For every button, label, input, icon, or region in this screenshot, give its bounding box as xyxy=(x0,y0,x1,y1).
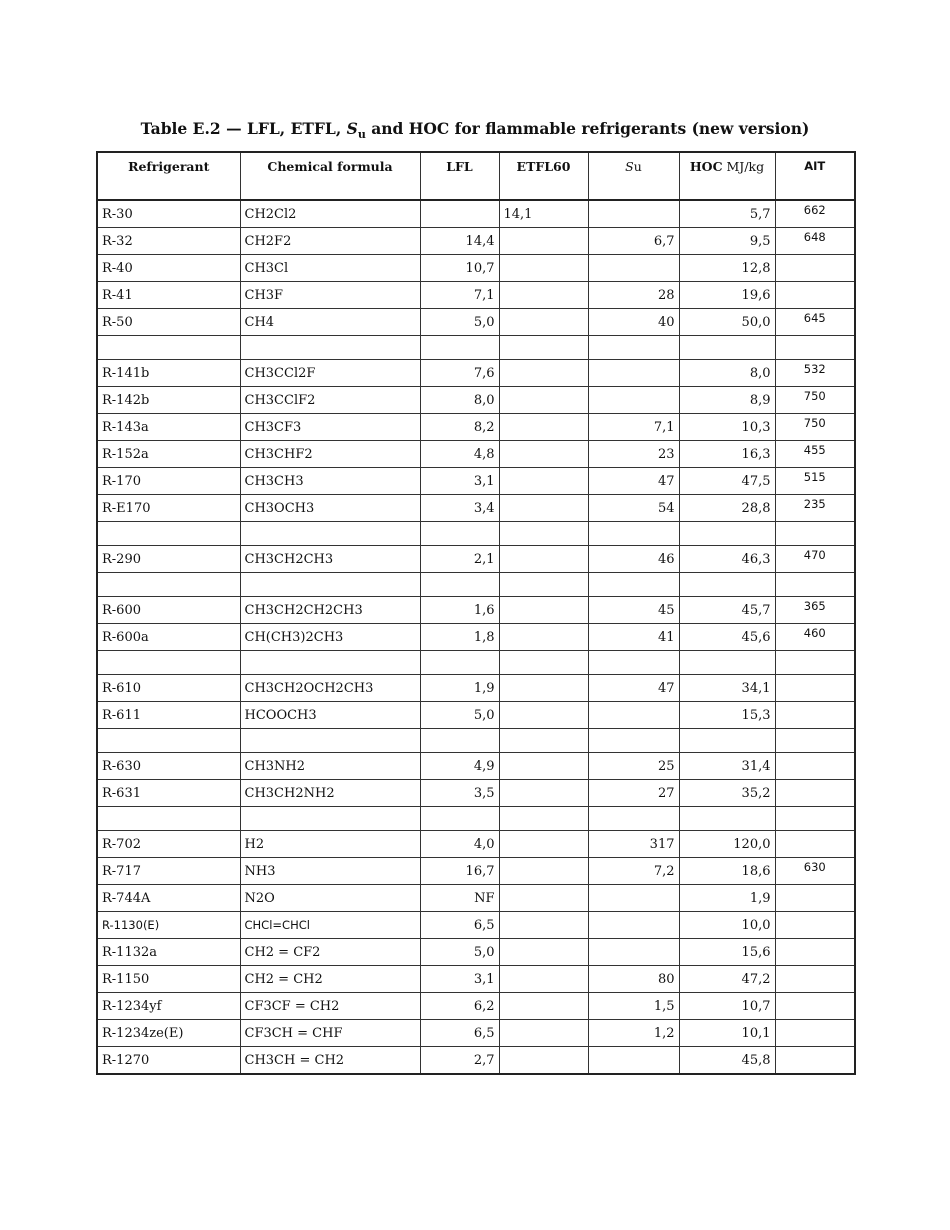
empty-cell xyxy=(679,336,775,360)
cell-etfl xyxy=(499,546,588,573)
cell-su xyxy=(588,360,679,387)
cell-hoc: 10,1 xyxy=(679,1020,775,1047)
cell-lfl: 16,7 xyxy=(420,858,499,885)
header-hoc-label: HOC xyxy=(689,159,723,174)
cell-lfl: 10,7 xyxy=(420,255,499,282)
caption-suffix: and HOC for flammable refrigerants (new version) xyxy=(365,119,810,138)
cell-formula: CH3CH2OCH2CH3 xyxy=(240,675,420,702)
cell-lfl: 7,1 xyxy=(420,282,499,309)
cell-lfl: 8,2 xyxy=(420,414,499,441)
cell-lfl: 4,8 xyxy=(420,441,499,468)
empty-cell xyxy=(97,336,240,360)
empty-cell xyxy=(499,807,588,831)
cell-su: 45 xyxy=(588,597,679,624)
cell-etfl xyxy=(499,468,588,495)
cell-ait xyxy=(775,966,855,993)
empty-cell xyxy=(679,729,775,753)
cell-etfl xyxy=(499,624,588,651)
empty-cell xyxy=(775,522,855,546)
cell-hoc: 34,1 xyxy=(679,675,775,702)
cell-su: 1,5 xyxy=(588,993,679,1020)
empty-cell xyxy=(775,651,855,675)
cell-hoc: 120,0 xyxy=(679,831,775,858)
cell-ait: 648 xyxy=(775,228,855,255)
empty-cell xyxy=(240,729,420,753)
cell-su: 47 xyxy=(588,675,679,702)
cell-hoc: 18,6 xyxy=(679,858,775,885)
header-hoc-unit: MJ/kg xyxy=(722,159,765,174)
cell-su xyxy=(588,702,679,729)
cell-su xyxy=(588,387,679,414)
table-row xyxy=(97,966,855,993)
cell-lfl: 4,9 xyxy=(420,753,499,780)
cell-ref: R-40 xyxy=(97,255,240,282)
empty-cell xyxy=(775,729,855,753)
cell-ref: R-50 xyxy=(97,309,240,336)
cell-ait xyxy=(775,1047,855,1075)
cell-lfl: 5,0 xyxy=(420,939,499,966)
cell-su: 25 xyxy=(588,753,679,780)
cell-ait xyxy=(775,753,855,780)
cell-ref: R-702 xyxy=(97,831,240,858)
empty-cell xyxy=(588,522,679,546)
cell-hoc: 47,2 xyxy=(679,966,775,993)
cell-hoc: 45,6 xyxy=(679,624,775,651)
cell-ait: 532 xyxy=(775,360,855,387)
cell-ref: R-1234yf xyxy=(97,993,240,1020)
cell-hoc: 16,3 xyxy=(679,441,775,468)
cell-ref: R-41 xyxy=(97,282,240,309)
cell-formula: CH(CH3)2CH3 xyxy=(240,624,420,651)
table-row xyxy=(97,228,855,255)
spacer-row xyxy=(97,336,855,360)
cell-su: 80 xyxy=(588,966,679,993)
cell-formula: CH3CF3 xyxy=(240,414,420,441)
empty-cell xyxy=(420,522,499,546)
cell-su: 23 xyxy=(588,441,679,468)
cell-su: 46 xyxy=(588,546,679,573)
empty-cell xyxy=(420,729,499,753)
cell-ref: R-1130(E) xyxy=(97,912,240,939)
spacer-row xyxy=(97,522,855,546)
table-row xyxy=(97,255,855,282)
cell-etfl xyxy=(499,831,588,858)
cell-hoc: 9,5 xyxy=(679,228,775,255)
cell-lfl: NF xyxy=(420,885,499,912)
cell-etfl xyxy=(499,1047,588,1075)
cell-ref: R-1132a xyxy=(97,939,240,966)
cell-formula: CH4 xyxy=(240,309,420,336)
cell-hoc: 28,8 xyxy=(679,495,775,522)
cell-su xyxy=(588,1047,679,1075)
empty-cell xyxy=(420,573,499,597)
table-row xyxy=(97,546,855,573)
cell-su: 7,2 xyxy=(588,858,679,885)
empty-cell xyxy=(499,573,588,597)
cell-ref: R-142b xyxy=(97,387,240,414)
table-row xyxy=(97,831,855,858)
cell-ait xyxy=(775,993,855,1020)
empty-cell xyxy=(420,807,499,831)
cell-su: 47 xyxy=(588,468,679,495)
cell-ait: 460 xyxy=(775,624,855,651)
cell-hoc: 10,0 xyxy=(679,912,775,939)
header-formula: Chemical formula xyxy=(240,152,420,200)
cell-hoc: 1,9 xyxy=(679,885,775,912)
cell-ref: R-290 xyxy=(97,546,240,573)
cell-su: 317 xyxy=(588,831,679,858)
cell-etfl xyxy=(499,255,588,282)
cell-etfl xyxy=(499,282,588,309)
empty-cell xyxy=(499,651,588,675)
empty-cell xyxy=(588,729,679,753)
cell-lfl: 1,6 xyxy=(420,597,499,624)
cell-formula: CH3CCl2F xyxy=(240,360,420,387)
cell-ref: R-170 xyxy=(97,468,240,495)
cell-ref: R-631 xyxy=(97,780,240,807)
cell-etfl xyxy=(499,858,588,885)
cell-ait xyxy=(775,912,855,939)
cell-lfl: 3,5 xyxy=(420,780,499,807)
cell-lfl: 1,8 xyxy=(420,624,499,651)
table-row xyxy=(97,414,855,441)
cell-ref: R-630 xyxy=(97,753,240,780)
cell-ref: R-611 xyxy=(97,702,240,729)
spacer-row xyxy=(97,573,855,597)
cell-hoc: 15,3 xyxy=(679,702,775,729)
cell-ait xyxy=(775,1020,855,1047)
cell-formula: H2 xyxy=(240,831,420,858)
cell-formula: CF3CF = CH2 xyxy=(240,993,420,1020)
empty-cell xyxy=(240,522,420,546)
cell-ait: 630 xyxy=(775,858,855,885)
cell-formula: CH3CH2CH3 xyxy=(240,546,420,573)
cell-ref: R-600 xyxy=(97,597,240,624)
cell-formula: N2O xyxy=(240,885,420,912)
cell-ait xyxy=(775,831,855,858)
cell-formula: CH3CHF2 xyxy=(240,441,420,468)
table-row xyxy=(97,993,855,1020)
cell-ait: 515 xyxy=(775,468,855,495)
cell-etfl xyxy=(499,780,588,807)
header-etfl: ETFL60 xyxy=(499,152,588,200)
cell-lfl: 5,0 xyxy=(420,702,499,729)
cell-su xyxy=(588,200,679,228)
header-row xyxy=(97,152,855,200)
cell-hoc: 12,8 xyxy=(679,255,775,282)
cell-hoc: 8,0 xyxy=(679,360,775,387)
empty-cell xyxy=(588,651,679,675)
cell-ait xyxy=(775,702,855,729)
empty-cell xyxy=(679,651,775,675)
cell-etfl xyxy=(499,675,588,702)
header-ait: AIT xyxy=(775,152,855,200)
table-row xyxy=(97,939,855,966)
cell-lfl: 3,4 xyxy=(420,495,499,522)
cell-etfl xyxy=(499,1020,588,1047)
spacer-row xyxy=(97,729,855,753)
cell-ait: 645 xyxy=(775,309,855,336)
cell-etfl xyxy=(499,993,588,1020)
empty-cell xyxy=(588,573,679,597)
empty-cell xyxy=(420,336,499,360)
empty-cell xyxy=(499,522,588,546)
cell-su: 1,2 xyxy=(588,1020,679,1047)
cell-ait: 455 xyxy=(775,441,855,468)
table-row xyxy=(97,495,855,522)
cell-etfl xyxy=(499,228,588,255)
empty-cell xyxy=(679,573,775,597)
cell-etfl xyxy=(499,885,588,912)
cell-ait: 750 xyxy=(775,387,855,414)
cell-ref: R-1270 xyxy=(97,1047,240,1075)
empty-cell xyxy=(97,651,240,675)
cell-hoc: 10,3 xyxy=(679,414,775,441)
cell-hoc: 50,0 xyxy=(679,309,775,336)
empty-cell xyxy=(240,807,420,831)
table-row xyxy=(97,624,855,651)
cell-formula: CF3CH = CHF xyxy=(240,1020,420,1047)
table-row xyxy=(97,360,855,387)
table-row xyxy=(97,1020,855,1047)
cell-su: 54 xyxy=(588,495,679,522)
empty-cell xyxy=(679,522,775,546)
empty-cell xyxy=(588,336,679,360)
cell-lfl: 14,4 xyxy=(420,228,499,255)
table-row xyxy=(97,885,855,912)
cell-ait xyxy=(775,885,855,912)
empty-cell xyxy=(240,651,420,675)
cell-ait: 365 xyxy=(775,597,855,624)
empty-cell xyxy=(588,807,679,831)
cell-hoc: 19,6 xyxy=(679,282,775,309)
cell-su xyxy=(588,885,679,912)
cell-ref: R-152a xyxy=(97,441,240,468)
table-row xyxy=(97,780,855,807)
cell-ref: R-32 xyxy=(97,228,240,255)
cell-etfl xyxy=(499,939,588,966)
cell-ref: R-E170 xyxy=(97,495,240,522)
cell-etfl xyxy=(499,441,588,468)
cell-etfl: 14,1 xyxy=(499,200,588,228)
empty-cell xyxy=(240,336,420,360)
table-row xyxy=(97,753,855,780)
table-row xyxy=(97,387,855,414)
cell-etfl xyxy=(499,597,588,624)
cell-hoc: 5,7 xyxy=(679,200,775,228)
cell-formula: CH3Cl xyxy=(240,255,420,282)
cell-formula: CH3OCH3 xyxy=(240,495,420,522)
empty-cell xyxy=(240,573,420,597)
header-hoc xyxy=(679,152,775,200)
cell-ref: R-143a xyxy=(97,414,240,441)
caption-su-symbol: S xyxy=(346,119,358,138)
table-body xyxy=(97,200,855,1074)
cell-etfl xyxy=(499,912,588,939)
header-refrigerant: Refrigerant xyxy=(97,152,240,200)
cell-formula: CH2 = CH2 xyxy=(240,966,420,993)
cell-formula: CH2 = CF2 xyxy=(240,939,420,966)
cell-ait: 662 xyxy=(775,200,855,228)
empty-cell xyxy=(97,729,240,753)
cell-su: 41 xyxy=(588,624,679,651)
spacer-row xyxy=(97,807,855,831)
cell-lfl: 7,6 xyxy=(420,360,499,387)
cell-lfl: 4,0 xyxy=(420,831,499,858)
cell-ait xyxy=(775,282,855,309)
cell-etfl xyxy=(499,702,588,729)
cell-lfl: 8,0 xyxy=(420,387,499,414)
cell-lfl: 5,0 xyxy=(420,309,499,336)
empty-cell xyxy=(97,807,240,831)
empty-cell xyxy=(775,573,855,597)
table-row xyxy=(97,912,855,939)
cell-su: 6,7 xyxy=(588,228,679,255)
cell-ait xyxy=(775,780,855,807)
refrigerant-table xyxy=(96,151,856,1075)
cell-su xyxy=(588,255,679,282)
cell-lfl: 3,1 xyxy=(420,468,499,495)
cell-ait xyxy=(775,675,855,702)
cell-etfl xyxy=(499,387,588,414)
cell-etfl xyxy=(499,495,588,522)
cell-ref: R-717 xyxy=(97,858,240,885)
table-caption xyxy=(96,119,854,141)
cell-hoc: 8,9 xyxy=(679,387,775,414)
cell-lfl: 6,5 xyxy=(420,1020,499,1047)
cell-ref: R-141b xyxy=(97,360,240,387)
cell-su xyxy=(588,912,679,939)
table-row xyxy=(97,309,855,336)
cell-ref: R-600a xyxy=(97,624,240,651)
cell-etfl xyxy=(499,309,588,336)
cell-lfl: 3,1 xyxy=(420,966,499,993)
cell-formula: CH3F xyxy=(240,282,420,309)
header-su-symbol: S xyxy=(625,159,634,174)
caption-su-sub: u xyxy=(357,128,366,142)
spacer-row xyxy=(97,651,855,675)
cell-ref: R-1150 xyxy=(97,966,240,993)
cell-lfl: 1,9 xyxy=(420,675,499,702)
empty-cell xyxy=(97,573,240,597)
empty-cell xyxy=(775,807,855,831)
cell-etfl xyxy=(499,753,588,780)
empty-cell xyxy=(679,807,775,831)
cell-ait: 235 xyxy=(775,495,855,522)
cell-hoc: 35,2 xyxy=(679,780,775,807)
cell-ref: R-744A xyxy=(97,885,240,912)
caption-prefix: Table E.2 — LFL, ETFL, xyxy=(140,119,347,138)
cell-etfl xyxy=(499,414,588,441)
empty-cell xyxy=(420,651,499,675)
cell-lfl: 6,2 xyxy=(420,993,499,1020)
empty-cell xyxy=(97,522,240,546)
cell-su: 28 xyxy=(588,282,679,309)
empty-cell xyxy=(499,336,588,360)
table-row xyxy=(97,468,855,495)
cell-hoc: 47,5 xyxy=(679,468,775,495)
cell-lfl: 2,1 xyxy=(420,546,499,573)
cell-formula: CH3CH3 xyxy=(240,468,420,495)
cell-ref: R-30 xyxy=(97,200,240,228)
cell-formula: CH2Cl2 xyxy=(240,200,420,228)
cell-formula: CH2F2 xyxy=(240,228,420,255)
cell-su: 40 xyxy=(588,309,679,336)
cell-su: 27 xyxy=(588,780,679,807)
table-row xyxy=(97,441,855,468)
cell-hoc: 15,6 xyxy=(679,939,775,966)
table-row xyxy=(97,858,855,885)
cell-hoc: 46,3 xyxy=(679,546,775,573)
table-row xyxy=(97,282,855,309)
cell-formula: CH3NH2 xyxy=(240,753,420,780)
cell-ait: 470 xyxy=(775,546,855,573)
cell-lfl: 6,5 xyxy=(420,912,499,939)
cell-hoc: 10,7 xyxy=(679,993,775,1020)
cell-etfl xyxy=(499,966,588,993)
table-row xyxy=(97,1047,855,1075)
cell-formula: CH3CH = CH2 xyxy=(240,1047,420,1075)
cell-hoc: 45,7 xyxy=(679,597,775,624)
empty-cell xyxy=(775,336,855,360)
cell-hoc: 31,4 xyxy=(679,753,775,780)
cell-hoc: 45,8 xyxy=(679,1047,775,1075)
table-row xyxy=(97,597,855,624)
cell-su: 7,1 xyxy=(588,414,679,441)
cell-formula: CH3CClF2 xyxy=(240,387,420,414)
cell-su xyxy=(588,939,679,966)
cell-lfl: 2,7 xyxy=(420,1047,499,1075)
cell-etfl xyxy=(499,360,588,387)
empty-cell xyxy=(499,729,588,753)
table-row xyxy=(97,200,855,228)
cell-ref: R-610 xyxy=(97,675,240,702)
cell-formula: CH3CH2CH2CH3 xyxy=(240,597,420,624)
table-row xyxy=(97,675,855,702)
cell-ref: R-1234ze(E) xyxy=(97,1020,240,1047)
cell-ait: 750 xyxy=(775,414,855,441)
cell-ait xyxy=(775,939,855,966)
cell-formula: CHCl=CHCl xyxy=(240,912,420,939)
cell-formula: CH3CH2NH2 xyxy=(240,780,420,807)
header-lfl: LFL xyxy=(420,152,499,200)
cell-lfl xyxy=(420,200,499,228)
table-row xyxy=(97,702,855,729)
cell-ait xyxy=(775,255,855,282)
header-su-sub: u xyxy=(633,159,642,174)
cell-formula: NH3 xyxy=(240,858,420,885)
header-su xyxy=(588,152,679,200)
cell-formula: HCOOCH3 xyxy=(240,702,420,729)
